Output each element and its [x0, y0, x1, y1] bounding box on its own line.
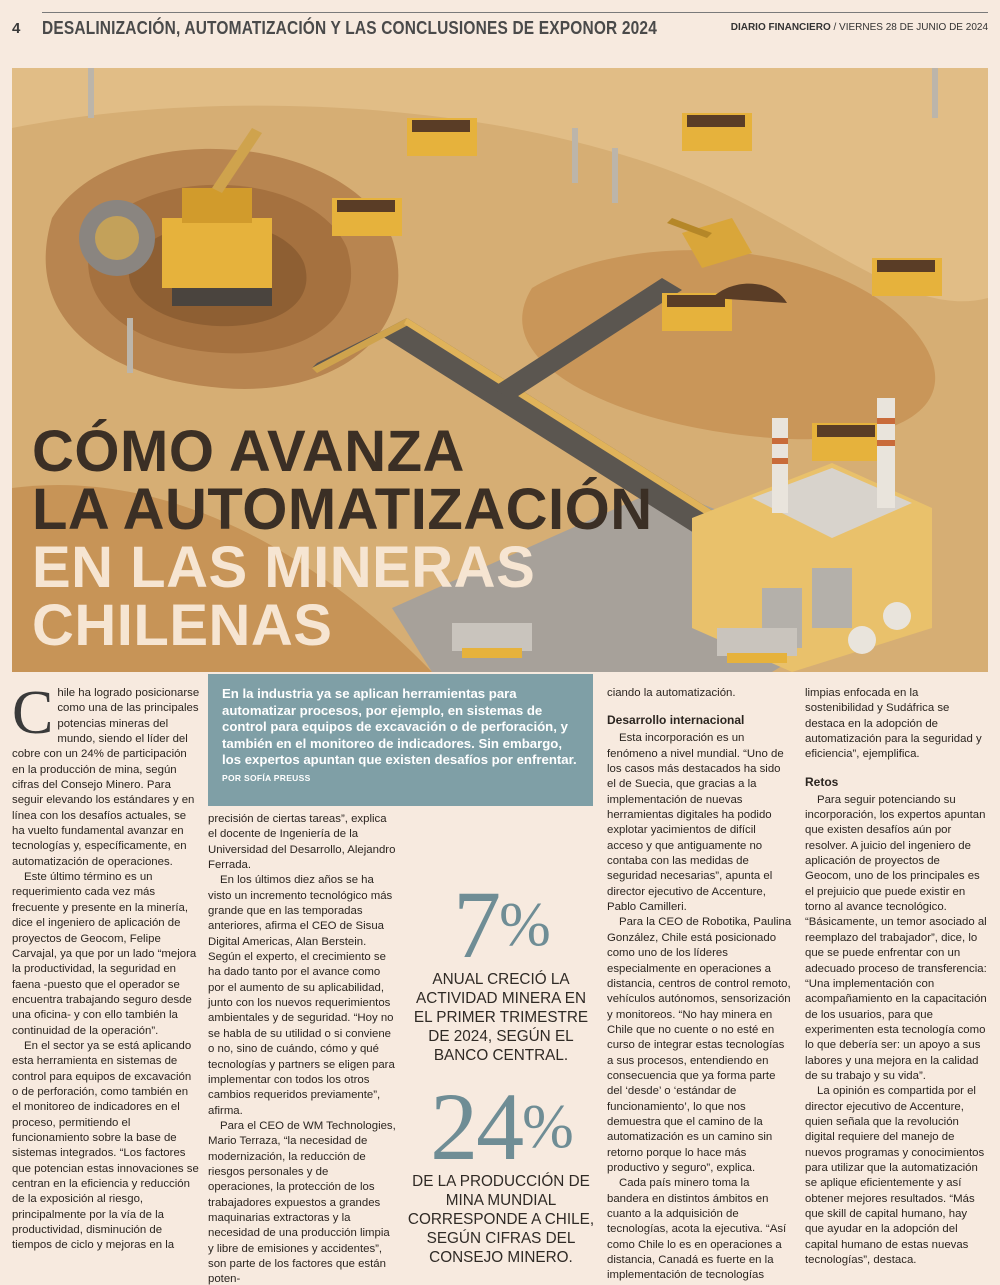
- paragraph: En los últimos diez años se ha visto un incremento tecnológico más grande que en las temporadas anteriores, afirma el CEO de Sisua Digital Americas, Alan Berstein. Según el experto, el crecimiento se ha dado tanto por el avance como por el aumento de su aplicabilidad, junto con los nuevos requerimientos ambientales y de seguridad. “Hoy no se habla de su utilidad o si conviene o no, sino de cuándo, cómo y qué tecnologías y partners se eligen para implementar con todos los otros cambios requeridos previamente”, afirma.: [208, 874, 395, 1117]
- paragraph: [12, 679, 200, 870]
- subheading: Desarrollo internacional: [607, 713, 745, 728]
- subheading: Retos: [805, 774, 839, 789]
- header-rule: [42, 12, 988, 13]
- byline: POR SOFÍA PREUSS: [222, 772, 311, 783]
- page-header: [0, 0, 1000, 60]
- lead-text: En la industria ya se aplican herramientas para automatizar procesos, por ejemplo, en sistemas de control para equipos de excavación o de perforación, y también en el monitoreo de indicadores. Sin embargo, los expertos apuntan que existen desafíos por enfrentar.: [222, 686, 577, 767]
- drop-cap: C: [12, 679, 54, 747]
- paper-name: DIARIO FINANCIERO: [730, 22, 831, 33]
- stat-caption: DE LA PRODUCCIÓN DE MINA MUNDIAL CORRESPONDE A CHILE, SEGÚN CIFRAS DEL CONSEJO MINERO.: [407, 1173, 595, 1266]
- headline-line-2: LA AUTOMATIZACIÓN: [32, 477, 653, 542]
- hero-illustration: [12, 68, 988, 672]
- paragraph: En el sector ya se está aplicando esta herramienta en sistemas de control para equipos de excavación o de perforación, como también en el monitoreo de indicadores en el proceso, permitiendo el funcionamiento sobre la base de sistemas integrados. “Los factores que potencian estas innovaciones se centran en la eficiencia y reducción de la exposición al riesgo, principalmente por la vía de la productividad, disminución de tiempos de ciclo y mejoras en la: [12, 1039, 199, 1252]
- article-column-3: [607, 686, 792, 1284]
- stat-value: 24: [430, 1073, 523, 1180]
- paper-dateline: [731, 22, 988, 33]
- stat-figure: [405, 1073, 597, 1180]
- paragraph: ciando la automatización.: [607, 687, 736, 699]
- article-column-2: [208, 812, 396, 1285]
- paragraph: Para seguir potenciando su incorporación, los expertos apuntan que existen desafíos aún por resolver. A juicio del ingeniero de aplicación de proyectos de Geocom, uno de los principales es el prejuicio que puede existir en torno al avance tecnológico. “Básicamente, un temor asociado al reemplazo del trabajador”, dice, lo que se puede enfrentar con un adecuado proceso de transferencia: “Una implementación con acompañamiento en la capacitación de los usuarios, para que experimenten esta tecnología como lo que debería ser: un apoyo a sus labores y una mejora en la calidad de su trabajo y su vida”.: [805, 793, 987, 1082]
- paragraph: Esta incorporación es un fenómeno a nivel mundial. “Uno de los casos más destacados ha sido el de Suecia, que gracias a la implementación de nuevas herramientas digitales ha podido explotar yacimientos de difícil acceso y que antiguamente no contaba con las medidas de seguridad necesarias”, apunta el director ejecutivo de Accenture, Pablo Camilleri.: [607, 732, 784, 914]
- paragraph-text: hile ha logrado posicionarse como una de las principales potencias mineras del mundo, siendo el líder del cobre con un 24% de participación en la producción de mina, según cifras del Consejo Minero. Para seguir elevando los estándares y en línea con los desafíos actuales, se ha vuelto fundamental avanzar en tecnologías y, específicamente, en automatización de operaciones.: [12, 687, 200, 868]
- paragraph: Este último término es un requerimiento cada vez más frecuente y presente en la minería, dice el ingeniero de aplicación de proyectos de Geocom, Felipe Carvajal, ya que por un lado “mejora la productividad, la seguridad en faena -puesto que el operador se encuentra trabajando seguro desde una oficina- y con ello también la continuidad de la operación”.: [12, 871, 197, 1037]
- headline-line-4: CHILENAS: [32, 593, 333, 658]
- stat-unit: %: [499, 891, 549, 959]
- stat-value: 7: [453, 871, 500, 978]
- headline-line-3: EN LAS MINERAS: [32, 535, 536, 600]
- stat-box: [405, 1073, 597, 1267]
- paragraph: Cada país minero toma la bandera en distintos ámbitos en cuanto a la adquisición de tecnologías, acota la ejecutiva. “Así como Chile lo es en operaciones a distancia, Canadá es fuerte en la implementación de tecnologías: [607, 1177, 787, 1282]
- stat-box: [405, 871, 597, 1065]
- paragraph: precisión de ciertas tareas”, explica el docente de Ingeniería de la Universidad del Desarrollo, Alejandro Ferrada.: [208, 813, 396, 872]
- page-number: 4: [12, 20, 21, 37]
- paragraph: limpias enfocada en la sostenibilidad y Sudáfrica se destaca en la adopción de automatización para la seguridad y eficiencia”, ejemplifica.: [805, 687, 982, 761]
- paper-date: / VIERNES 28 DE JUNIO DE 2024: [830, 22, 988, 33]
- stat-unit: %: [522, 1093, 572, 1161]
- headline-line-1: CÓMO AVANZA: [32, 419, 465, 484]
- lead-box: [208, 674, 593, 806]
- paragraph: La opinión es compartida por el director ejecutivo de Accenture, quien señala que la revolución digital requiere del manejo de nuevos programas y conocimientos para utilizar que la automatización se aplique eficientemente y así obtener mejores resultados. “Más que skill de capital humano, hay que ayudar en la adopción del capital humano de estas nuevas tecnologías”, destaca.: [805, 1085, 985, 1267]
- paragraph: Para el CEO de WM Technologies, Mario Terraza, “la necesidad de modernización, la reducción de riesgos personales y de operaciones, la protección de los trabajadores expuestos a grandes maquinarias extractoras y la necesidad de una producción limpia y libre de emisiones y accidentes”, son parte de los factores que están poten-: [208, 1119, 396, 1285]
- paragraph: Para la CEO de Robotika, Paulina González, Chile está posicionado como uno de los líderes especialmente en operaciones a distancia, centros de control remoto, vehículos autónomos, sensorización y monitoreos. “No hay minera en Chile que no cuente o no esté en curso de integrar estas tecnologías a sus procesos, entendiendo en consecuencia que ya forma parte del ‘desde’ o ‘estándar de funcionamiento’, lo que nos demuestra que el camino de la automatización es un camino sin retorno porque lo hace más productivo y seguro”, explica.: [607, 916, 792, 1174]
- stat-caption: ANUAL CRECIÓ LA ACTIVIDAD MINERA EN EL PRIMER TRIMESTRE DE 2024, SEGÚN EL BANCO CENTRAL.: [413, 971, 589, 1064]
- headline: [32, 419, 653, 658]
- article-column-4: [805, 686, 988, 1268]
- stat-figure: [405, 871, 597, 978]
- section-rubric: DESALINIZACIÓN, AUTOMATIZACIÓN Y LAS CONCLUSIONES DE EXPONOR 2024: [42, 18, 657, 38]
- article-column-1: [12, 679, 200, 1254]
